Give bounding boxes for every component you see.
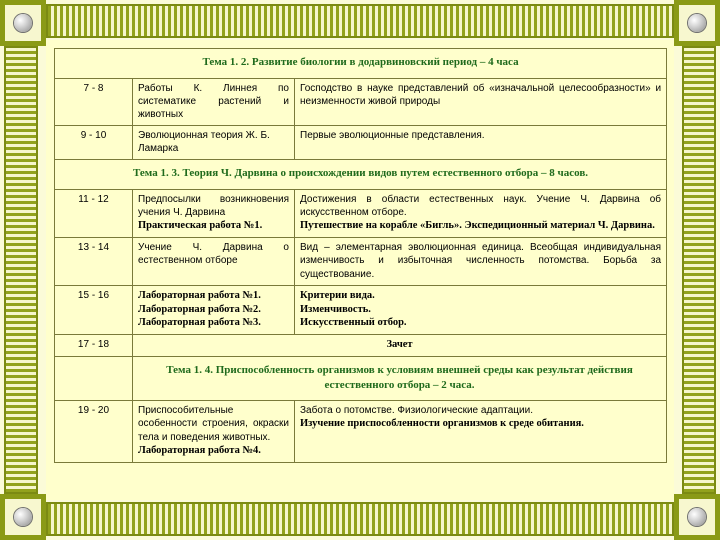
knob-icon: [688, 508, 706, 526]
lesson-content: [295, 285, 667, 335]
lesson-topic: [133, 285, 295, 335]
lesson-content-bold: Путешествие на корабле «Бигль». Экспедиционный материал Ч. Дарвина.: [300, 220, 655, 232]
lesson-content: Вид – элементарная эволюционная единица. Всеобщая индивидуальная изменчивость и избыточная численность потомства. Борьба за существование.: [295, 238, 667, 286]
lesson-topic-text: Приспособительные особенности строения, окраски тела и поведения животных.: [138, 405, 289, 443]
top-border-stripe: [46, 4, 674, 38]
topic-header-row: [55, 49, 667, 79]
lesson-topic: Учение Ч. Дарвина о естественном отборе: [133, 238, 295, 286]
lesson-numbers: 7 - 8: [55, 78, 133, 126]
lesson-numbers: 9 - 10: [55, 126, 133, 160]
table-row: [55, 401, 667, 462]
lesson-numbers: 13 - 14: [55, 238, 133, 286]
lesson-numbers: 17 - 18: [55, 335, 133, 357]
knob-icon: [14, 14, 32, 32]
lab-work-label: Лабораторная работа №1.: [138, 289, 261, 301]
lesson-numbers: 15 - 16: [55, 285, 133, 335]
lab-work-topic: Критерии вида.: [300, 289, 375, 301]
bottom-border-stripe: [46, 502, 674, 536]
lesson-topic: Эволюционная теория Ж. Б. Ламарка: [133, 126, 295, 160]
lesson-plan-table: [54, 48, 667, 463]
lesson-topic: [133, 189, 295, 237]
top-left-corner-ornament: [0, 0, 46, 46]
topic-header-row: [55, 160, 667, 190]
lab-work-label: Лабораторная работа №3.: [138, 317, 261, 329]
lesson-content: Первые эволюционные представления.: [295, 126, 667, 160]
lesson-numbers: 19 - 20: [55, 401, 133, 462]
table-row: [55, 78, 667, 126]
topic-header: Тема 1. 4. Приспособленность организмов к условиям внешней среды как результат действия естественного отбора – 2 часа.: [133, 357, 667, 401]
right-border-stripe: [682, 46, 716, 494]
topic-header: Тема 1. 3. Теория Ч. Дарвина о происхождении видов путем естественного отбора – 8 часов.: [55, 160, 667, 190]
lesson-topic-text: Предпосылки возникновения учения Ч. Дарвина: [138, 193, 289, 219]
knob-icon: [14, 508, 32, 526]
lesson-content-text: Достижения в области естественных наук. Учение Ч. Дарвина об искусственном отборе.: [300, 193, 662, 219]
practical-work-label: Практическая работа №1.: [138, 220, 263, 232]
lesson-content: Господство в науке представлений об «изначальной целесообразности» и неизменности живой природы: [295, 78, 667, 126]
lab-work-topic: Изменчивость.: [300, 303, 371, 315]
empty-cell: [55, 357, 133, 401]
table-row: [55, 189, 667, 237]
knob-icon: [688, 14, 706, 32]
lesson-content: [295, 189, 667, 237]
lesson-content-text: Забота о потомстве. Физиологические адаптации.: [300, 405, 533, 417]
lesson-content: [295, 401, 667, 462]
lesson-topic: Работы К. Линнея по систематике растений и животных: [133, 78, 295, 126]
bottom-right-corner-ornament: [674, 494, 720, 540]
topic-header-row: [55, 357, 667, 401]
table-row: [55, 126, 667, 160]
left-border-stripe: [4, 46, 38, 494]
lab-work-label: Лабораторная работа №2.: [138, 303, 261, 315]
bottom-left-corner-ornament: [0, 494, 46, 540]
lesson-topic: [133, 401, 295, 462]
table-row: [55, 285, 667, 335]
top-right-corner-ornament: [674, 0, 720, 46]
lab-work-topic: Искусственный отбор.: [300, 317, 407, 329]
table-row: [55, 238, 667, 286]
lab-work-label: Лабораторная работа №4.: [138, 444, 261, 456]
content-panel: [46, 40, 674, 500]
final-test-cell: Зачет: [133, 335, 667, 357]
lesson-numbers: 11 - 12: [55, 189, 133, 237]
lesson-content-bold: Изучение приспособленности организмов к среде обитания.: [300, 418, 584, 430]
table-row: [55, 335, 667, 357]
topic-header: Тема 1. 2. Развитие биологии в додарвиновский период – 4 часа: [55, 49, 667, 79]
